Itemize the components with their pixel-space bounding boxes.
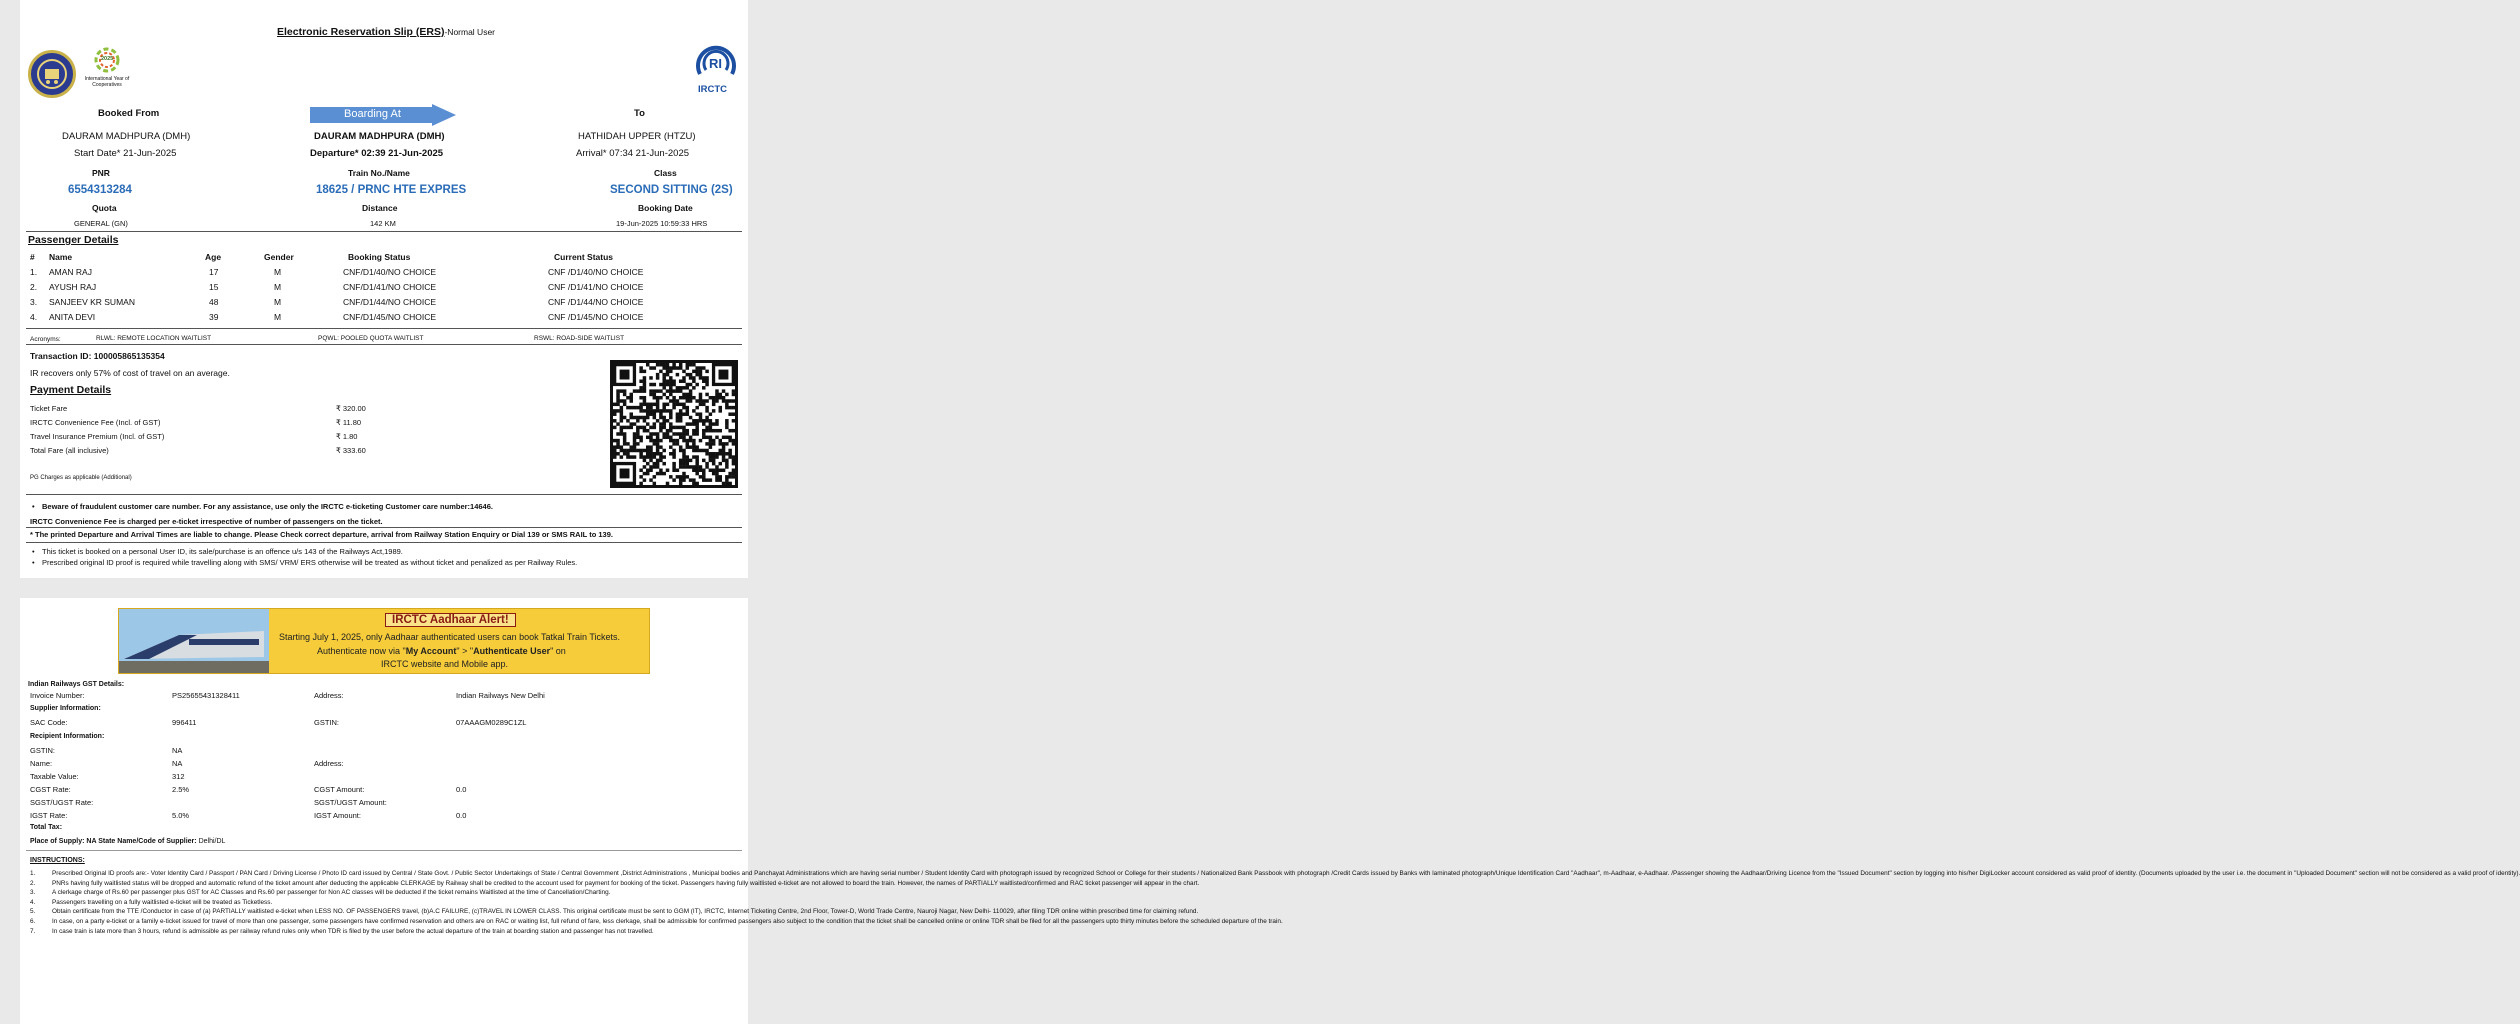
passenger-gender: M bbox=[274, 312, 282, 322]
recipient-address-label: Address: bbox=[314, 759, 344, 768]
col-header-current-status: Current Status bbox=[554, 252, 614, 262]
passenger-name: ANITA DEVI bbox=[49, 312, 96, 322]
fraud-warning: • Beware of fraudulent customer care number. For any assistance, use only the IRCTC e-ticketing Customer care number:14646. bbox=[42, 502, 493, 511]
passenger-current-status: CNF /D1/41/NO CHOICE bbox=[548, 282, 644, 292]
recipient-gstin-label: GSTIN: bbox=[30, 746, 56, 755]
boarding-at-arrow: Boarding At bbox=[310, 104, 456, 126]
divider bbox=[26, 542, 742, 543]
passenger-name: SANJEEV KR SUMAN bbox=[49, 297, 135, 307]
aadhaar-alert-line1: Starting July 1, 2025, only Aadhaar authenticated users can book Tatkal Train Tickets. bbox=[279, 632, 621, 642]
supplier-heading: Supplier Information: bbox=[30, 705, 101, 712]
col-header-booking-status: Booking Status bbox=[348, 252, 411, 262]
personal-id-note: • This ticket is booked on a personal User ID, its sale/purchase is an offence u/s 143 of the Railways Act,1989. bbox=[42, 547, 403, 556]
cgst-rate-label: CGST Rate: bbox=[30, 785, 71, 794]
recipient-name: NA bbox=[172, 759, 183, 768]
divider bbox=[26, 344, 742, 345]
address-value: Indian Railways New Delhi bbox=[456, 691, 545, 700]
convenience-fee-note: IRCTC Convenience Fee is charged per e-ticket irrespective of number of passengers on the ticket. bbox=[30, 517, 383, 526]
svg-text:RI: RI bbox=[709, 56, 722, 71]
igst-rate: 5.0% bbox=[172, 811, 190, 820]
col-header-age: Age bbox=[205, 252, 222, 262]
supplier-gstin-label: GSTIN: bbox=[314, 718, 340, 727]
address-label: Address: bbox=[314, 691, 344, 700]
train-image bbox=[119, 609, 269, 673]
passenger-current-status: CNF /D1/45/NO CHOICE bbox=[548, 312, 644, 322]
col-header-name: Name bbox=[49, 252, 73, 262]
distance-value: 142 KM bbox=[370, 219, 396, 228]
recipient-name-label: Name: bbox=[30, 759, 53, 768]
invoice-label: Invoice Number: bbox=[30, 691, 85, 700]
divider bbox=[26, 527, 742, 528]
booked-from-station: DAURAM MADHPURA (DMH) bbox=[62, 131, 191, 142]
indian-railways-logo bbox=[28, 50, 76, 98]
cgst-amount: 0.0 bbox=[456, 785, 467, 794]
total-tax-label: Total Tax: bbox=[30, 824, 63, 831]
train-label: Train No./Name bbox=[348, 168, 410, 178]
qr-code bbox=[610, 360, 738, 488]
divider bbox=[26, 494, 742, 495]
divider bbox=[26, 328, 742, 329]
acronym-rlwl: RLWL: REMOTE LOCATION WAITLIST bbox=[96, 335, 212, 342]
instruction-item: 1. Prescribed Original ID proofs are:- Voter Identity Card / Passport / PAN Card / Driving License / Photo ID card issued by Central / State Govt. / Public Sector Undertakings of State / Central Government ,District Administrations , Municipal bodies and Panchayat Administrations which are having serial number / Student Identity Card with photograph issued by recognized School or College for their students / Nationalized Bank Passbook with photograph /Credit Cards issued by Banks with laminated photograph/Unique Identification Card "Aadhaar", m-Aadhaar, e-Aadhaar. /Passenger showing the Aadhaar/Driving Licence from the "Issued Document" section by logging into his/her DigiLocker account considered as valid proof of identity. (Documents uploaded by the user i.e. the document in "Uploaded Document" section will not be considered as a valid proof of identity). bbox=[30, 870, 2520, 877]
payment-details-heading: Payment Details bbox=[30, 384, 112, 396]
taxable-label: Taxable Value: bbox=[30, 772, 79, 781]
passenger-age: 17 bbox=[209, 267, 219, 277]
acronyms-label: Acronyms: bbox=[30, 336, 61, 343]
recipient-gstin: NA bbox=[172, 746, 183, 755]
pg-charges-note: PG Charges as applicable (Additional) bbox=[30, 475, 132, 481]
passenger-current-status: CNF /D1/44/NO CHOICE bbox=[548, 297, 644, 307]
igst-rate-label: IGST Rate: bbox=[30, 811, 68, 820]
acronym-pqwl: PQWL: POOLED QUOTA WAITLIST bbox=[318, 335, 424, 342]
class-value: SECOND SITTING (2S) bbox=[610, 184, 733, 196]
passenger-age: 15 bbox=[209, 282, 219, 292]
distance-label: Distance bbox=[362, 203, 398, 213]
start-date: Start Date* 21-Jun-2025 bbox=[74, 148, 177, 159]
sgst-rate-label: SGST/UGST Rate: bbox=[30, 798, 94, 807]
passenger-age: 39 bbox=[209, 312, 219, 322]
passenger-booking-status: CNF/D1/40/NO CHOICE bbox=[343, 267, 437, 277]
place-of-supply: Place of Supply: NA State Name/Code of Supplier: Delhi/DL bbox=[30, 838, 226, 845]
sac-label: SAC Code: bbox=[30, 718, 68, 727]
cooperatives-logo: 2025 International Year of Cooperatives bbox=[82, 46, 132, 94]
acronym-rswl: RSWL: ROAD-SIDE WAITLIST bbox=[534, 335, 625, 342]
ers-page: Electronic Reservation Slip (ERS)-Normal User 2025 International Year of Cooperatives RI IRCTC Booked From Boarding At To DAURAM MADHPURA (DMH) Start Date* 21-Jun-2025 DAURAM MADHPURA (DMH) Departure* 02:39 21-Jun-2025 HATHIDAH UPPER (HTZU) Arrival* 07:34 21-Jun-2025 PNR 6554313284 Train No./Name 18625 / PRNC HTE EXPRES Class SECOND SITTING (2S) Quota GENERAL (GN) Distance 142 KM Booking Date 19-Jun-2025 10:59:33 HRS Passenger Details # Name Age Gender Booking Status Current Status 1. AMAN RAJ 17 M CNF/D1/40/NO CHOICE CNF /D1/40/NO CHOICE 2. AYUSH RAJ 15 M CNF/D1/41/NO CHOICE CNF /D1/41/NO CHOICE 3. SANJEEV KR SUMAN 48 M CNF/D1/44/NO CHOICE CNF /D1/44/NO CHOICE 4. ANITA DEVI 39 M CNF/D1/45/NO CHOICE CNF /D1/45/NO CHOICE Acronyms: RLWL: REMOTE LOCATION WAITLIST PQWL: POOLED QUOTA WAITLIST RSWL: ROAD-SIDE WAITLIST Transaction ID: 100005865135354 IR recovers only 57% of cost of travel on an average. Payment Details Ticket Fare ₹ 320.00 IRCTC Convenience Fee (Incl. of GST) ₹ 11.80 Travel Insurance Premium (Incl. of GST) ₹ 1.80 Total Fare (all inclusive) ₹ 333.60 PG Charges as applicable (Additional) • Beware of fraudulent customer care number. For any assistance, use only the IRCTC e-ticketing Customer care number:14646. IRCTC Convenience Fee is charged per e-ticket irrespective of number of passengers on the ticket. * The printed Departure and Arrival Times are liable to change. Please Check correct departure, arrival from Railway Station Enquiry or Dial 139 or SMS RAIL to 139. • This ticket is booked on a personal User ID, its sale/purchase is an offence u/s 143 of the Railways Act,1989. • Prescribed original ID proof is required while travelling along with SMS/ VRM/ ERS otherwise will be treated as without ticket and penalized as per Railway Rules. bbox=[20, 0, 748, 578]
instructions-list bbox=[30, 870, 2520, 937]
printed-times-note: * The printed Departure and Arrival Times are liable to change. Please Check correct departure, arrival from Railway Station Enquiry or Dial 139 or SMS RAIL to 139. bbox=[30, 530, 613, 539]
aadhaar-alert-banner bbox=[118, 608, 650, 674]
train-value: 18625 / PRNC HTE EXPRES bbox=[316, 184, 467, 196]
quota-label: Quota bbox=[92, 203, 117, 213]
instruction-item: 2. PNRs having fully waitlisted status will be dropped and automatic refund of the ticket amount after deducting the applicable CLERKAGE by Railway shall be credited to the account used for payment for booking of the ticket. Passengers having fully waitlisted e-ticket are not allowed to board the train. However, the names of PARTIALLY waitlisted/confirmed and RAC ticket passenger will appear in the chart. bbox=[30, 879, 1200, 887]
aadhaar-alert-line3: IRCTC website and Mobile app. bbox=[381, 659, 509, 669]
instruction-item: 4. Passengers travelling on a fully waitlisted e-ticket will be treated as Ticketless. bbox=[30, 898, 273, 906]
passenger-name: AYUSH RAJ bbox=[49, 282, 97, 292]
gst-heading: Indian Railways GST Details: bbox=[28, 681, 125, 688]
aadhaar-alert-title: IRCTC Aadhaar Alert! bbox=[385, 613, 516, 627]
igst-amount-label: IGST Amount: bbox=[314, 811, 361, 820]
sac-code: 996411 bbox=[172, 718, 197, 727]
col-header-gender: Gender bbox=[264, 252, 294, 262]
recipient-heading: Recipient Information: bbox=[30, 733, 105, 740]
arrival-time: Arrival* 07:34 21-Jun-2025 bbox=[576, 148, 690, 159]
invoice-number: PS25655431328411 bbox=[172, 691, 240, 700]
igst-amount: 0.0 bbox=[456, 811, 467, 820]
booking-date-label: Booking Date bbox=[638, 203, 693, 213]
to-station: HATHIDAH UPPER (HTZU) bbox=[578, 131, 696, 142]
divider bbox=[26, 850, 742, 851]
passenger-gender: M bbox=[274, 297, 282, 307]
passenger-gender: M bbox=[274, 267, 282, 277]
class-label: Class bbox=[654, 168, 677, 178]
cgst-rate: 2.5% bbox=[172, 785, 190, 794]
ers-page-2 bbox=[20, 598, 2520, 1024]
supplier-gstin: 07AAAGM0289C1ZL bbox=[456, 718, 527, 727]
boarding-station: DAURAM MADHPURA (DMH) bbox=[314, 131, 445, 142]
passenger-name: AMAN RAJ bbox=[49, 267, 92, 277]
pnr-label: PNR bbox=[92, 168, 110, 178]
instruction-item: 3. A clerkage charge of Rs.60 per passenger plus GST for AC Classes and Rs.60 per passenger for Non AC classes will be deducted if the ticket remains Waitlisted at the time of Cancellation/Charting. bbox=[30, 889, 611, 897]
divider bbox=[26, 231, 742, 232]
instruction-item: 7. In case train is late more than 3 hours, refund is admissible as per railway refund rules only when TDR is filed by the user before the actual departure of the train at boarding station and passenger has not travelled. bbox=[30, 927, 654, 935]
pnr-value: 6554313284 bbox=[68, 184, 132, 196]
taxable-value: 312 bbox=[172, 772, 185, 781]
passenger-current-status: CNF /D1/40/NO CHOICE bbox=[548, 267, 644, 277]
passenger-gender: M bbox=[274, 282, 282, 292]
booked-from-label: Booked From bbox=[98, 108, 160, 119]
col-header-no: # bbox=[30, 252, 35, 262]
aadhaar-alert-line2: Authenticate now via "My Account" > "Authenticate User" on bbox=[317, 646, 566, 656]
transaction-id: Transaction ID: 100005865135354 bbox=[30, 351, 165, 361]
cost-recovery-note: IR recovers only 57% of cost of travel on an average. bbox=[30, 368, 230, 378]
booking-date-value: 19-Jun-2025 10:59:33 HRS bbox=[616, 219, 708, 228]
departure-time: Departure* 02:39 21-Jun-2025 bbox=[310, 148, 444, 159]
passenger-age: 48 bbox=[209, 297, 219, 307]
to-label: To bbox=[634, 108, 645, 119]
instruction-item: 6. In case, on a party e-ticket or a family e-ticket issued for travel of more than one passenger, some passengers have confirmed reservation and others are on RAC or waiting list, full refund of fare, less clerkage, shall be admissible for confirmed passengers also subject to the condition that the ticket shall be cancelled online or online TDR shall be filed for all the passengers upto thirty minutes before the scheduled departure of the train. bbox=[30, 917, 1283, 925]
passenger-booking-status: CNF/D1/44/NO CHOICE bbox=[343, 297, 437, 307]
id-proof-note: • Prescribed original ID proof is required while travelling along with SMS/ VRM/ ERS otherwise will be treated as without ticket and penalized as per Railway Rules. bbox=[42, 558, 577, 567]
passenger-details-heading: Passenger Details bbox=[28, 234, 119, 246]
quota-value: GENERAL (GN) bbox=[74, 219, 128, 228]
instruction-item: 5. Obtain certificate from the TTE /Conductor in case of (a) PARTIALLY waitlisted e-ticket when LESS NO. OF PASSENGERS travel, (b)A.C FAILURE, (c)TRAVEL IN LOWER CLASS. This original certificate must be sent to GGM (IT), IRCTC, Internet Ticketing Centre, 2nd Floor, Tower-D, World Trade Centre, Nauroji Nagar, New Delhi- 110029, after filing TDR online within prescribed time for claiming refund. bbox=[30, 908, 1199, 916]
irctc-logo: RI IRCTC bbox=[692, 40, 740, 98]
passenger-booking-status: CNF/D1/41/NO CHOICE bbox=[343, 282, 437, 292]
passenger-booking-status: CNF/D1/45/NO CHOICE bbox=[343, 312, 437, 322]
ers-title: Electronic Reservation Slip (ERS)-Normal User bbox=[277, 26, 495, 38]
sgst-amount-label: SGST/UGST Amount: bbox=[314, 798, 387, 807]
cgst-amount-label: CGST Amount: bbox=[314, 785, 365, 794]
instructions-heading: INSTRUCTIONS: bbox=[30, 857, 85, 864]
